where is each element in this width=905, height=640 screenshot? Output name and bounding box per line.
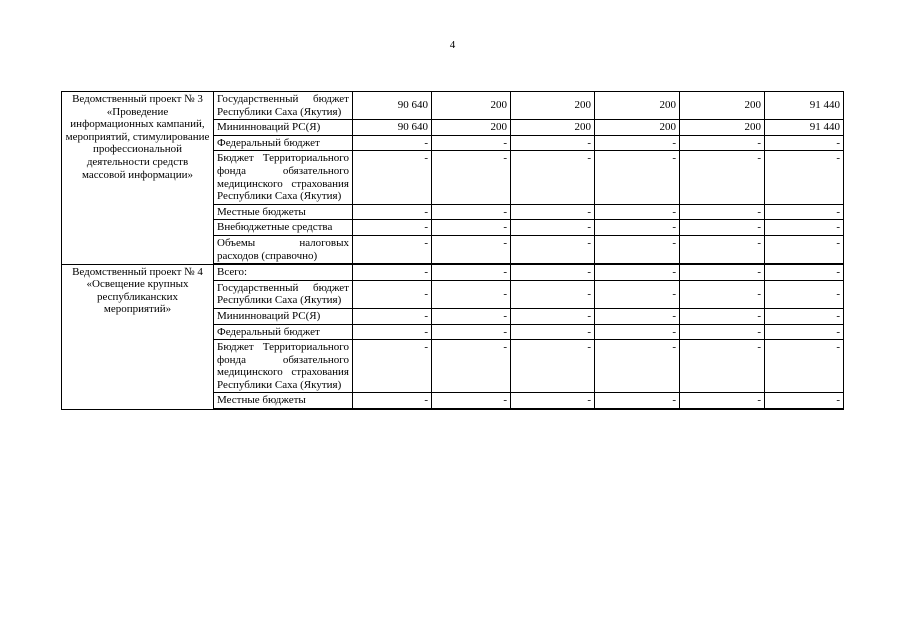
value-cell: - — [511, 340, 595, 393]
value-cell: - — [511, 204, 595, 220]
value-cell: - — [353, 324, 432, 340]
value-cell: - — [432, 220, 511, 236]
value-cell: - — [765, 204, 844, 220]
funding-source-cell: Федеральный бюджет — [214, 135, 353, 151]
value-cell: - — [432, 280, 511, 308]
value-cell: - — [765, 324, 844, 340]
funding-source-cell: Местные бюджеты — [214, 393, 353, 409]
value-cell: 90 640 — [353, 92, 432, 120]
budget-table — [61, 91, 844, 410]
value-cell: - — [353, 204, 432, 220]
value-cell: - — [353, 280, 432, 308]
value-cell: - — [595, 393, 680, 409]
value-cell: - — [432, 340, 511, 393]
value-cell: - — [353, 151, 432, 204]
value-cell: - — [680, 264, 765, 280]
value-cell: - — [765, 393, 844, 409]
value-cell: - — [511, 280, 595, 308]
value-cell: - — [511, 151, 595, 204]
value-cell: - — [595, 135, 680, 151]
project-name-cell: Ведомственный проект № 4 «Освещение крупных республиканских мероприятий» — [62, 264, 214, 409]
project-name-cell: Ведомственный проект № 3 «Проведение информационных кампаний, мероприятий, стимулирование профессиональной деятельности средств массовой информации» — [62, 92, 214, 265]
funding-source-cell: Всего: — [214, 264, 353, 280]
value-cell: - — [765, 235, 844, 264]
value-cell: - — [511, 324, 595, 340]
table-row — [62, 264, 844, 280]
value-cell: 200 — [511, 120, 595, 136]
value-cell: - — [765, 220, 844, 236]
value-cell: - — [680, 204, 765, 220]
funding-source-cell: Мининноваций РС(Я) — [214, 308, 353, 324]
budget-table-body — [62, 92, 844, 410]
table-row — [62, 92, 844, 120]
value-cell: - — [353, 235, 432, 264]
value-cell: 200 — [595, 120, 680, 136]
value-cell: - — [765, 280, 844, 308]
value-cell: - — [353, 264, 432, 280]
value-cell: - — [680, 340, 765, 393]
funding-source-cell: Внебюджетные средства — [214, 220, 353, 236]
value-cell: - — [511, 220, 595, 236]
funding-source-cell: Государственный бюджет Республики Саха (Якутия) — [214, 92, 353, 120]
value-cell: - — [680, 220, 765, 236]
value-cell: - — [680, 235, 765, 264]
value-cell: - — [595, 235, 680, 264]
value-cell: - — [595, 151, 680, 204]
value-cell: - — [432, 308, 511, 324]
value-cell: - — [765, 264, 844, 280]
value-cell: 90 640 — [353, 120, 432, 136]
value-cell: - — [765, 135, 844, 151]
value-cell: 200 — [680, 120, 765, 136]
funding-source-cell: Бюджет Территориального фонда обязательного медицинского страхования Республики Саха (Якутия) — [214, 151, 353, 204]
value-cell: - — [353, 308, 432, 324]
value-cell: - — [765, 151, 844, 204]
value-cell: - — [511, 264, 595, 280]
value-cell: - — [595, 280, 680, 308]
page-number: 4 — [449, 39, 456, 51]
funding-source-cell: Федеральный бюджет — [214, 324, 353, 340]
value-cell: - — [680, 308, 765, 324]
value-cell: - — [432, 151, 511, 204]
value-cell: - — [595, 324, 680, 340]
funding-source-cell: Государственный бюджет Республики Саха (Якутия) — [214, 280, 353, 308]
value-cell: - — [432, 393, 511, 409]
value-cell: - — [432, 264, 511, 280]
value-cell: - — [680, 393, 765, 409]
value-cell: - — [432, 135, 511, 151]
value-cell: - — [353, 220, 432, 236]
value-cell: 91 440 — [765, 120, 844, 136]
value-cell: - — [595, 204, 680, 220]
value-cell: - — [595, 308, 680, 324]
value-cell: - — [432, 324, 511, 340]
funding-source-cell: Объемы налоговых расходов (справочно) — [214, 235, 353, 264]
funding-source-cell: Местные бюджеты — [214, 204, 353, 220]
value-cell: 91 440 — [765, 92, 844, 120]
value-cell: - — [680, 135, 765, 151]
value-cell: - — [765, 308, 844, 324]
value-cell: 200 — [680, 92, 765, 120]
value-cell: - — [595, 264, 680, 280]
value-cell: - — [595, 220, 680, 236]
value-cell: 200 — [432, 92, 511, 120]
value-cell: - — [511, 235, 595, 264]
value-cell: - — [680, 151, 765, 204]
value-cell: - — [432, 204, 511, 220]
value-cell: - — [595, 340, 680, 393]
value-cell: - — [680, 324, 765, 340]
value-cell: - — [511, 308, 595, 324]
value-cell: - — [765, 340, 844, 393]
value-cell: 200 — [511, 92, 595, 120]
value-cell: - — [353, 393, 432, 409]
value-cell: - — [432, 235, 511, 264]
funding-source-cell: Бюджет Территориального фонда обязательного медицинского страхования Республики Саха (Якутия) — [214, 340, 353, 393]
value-cell: - — [511, 135, 595, 151]
value-cell: - — [511, 393, 595, 409]
value-cell: 200 — [432, 120, 511, 136]
value-cell: - — [353, 340, 432, 393]
funding-source-cell: Мининноваций РС(Я) — [214, 120, 353, 136]
value-cell: - — [353, 135, 432, 151]
value-cell: - — [680, 280, 765, 308]
value-cell: 200 — [595, 92, 680, 120]
